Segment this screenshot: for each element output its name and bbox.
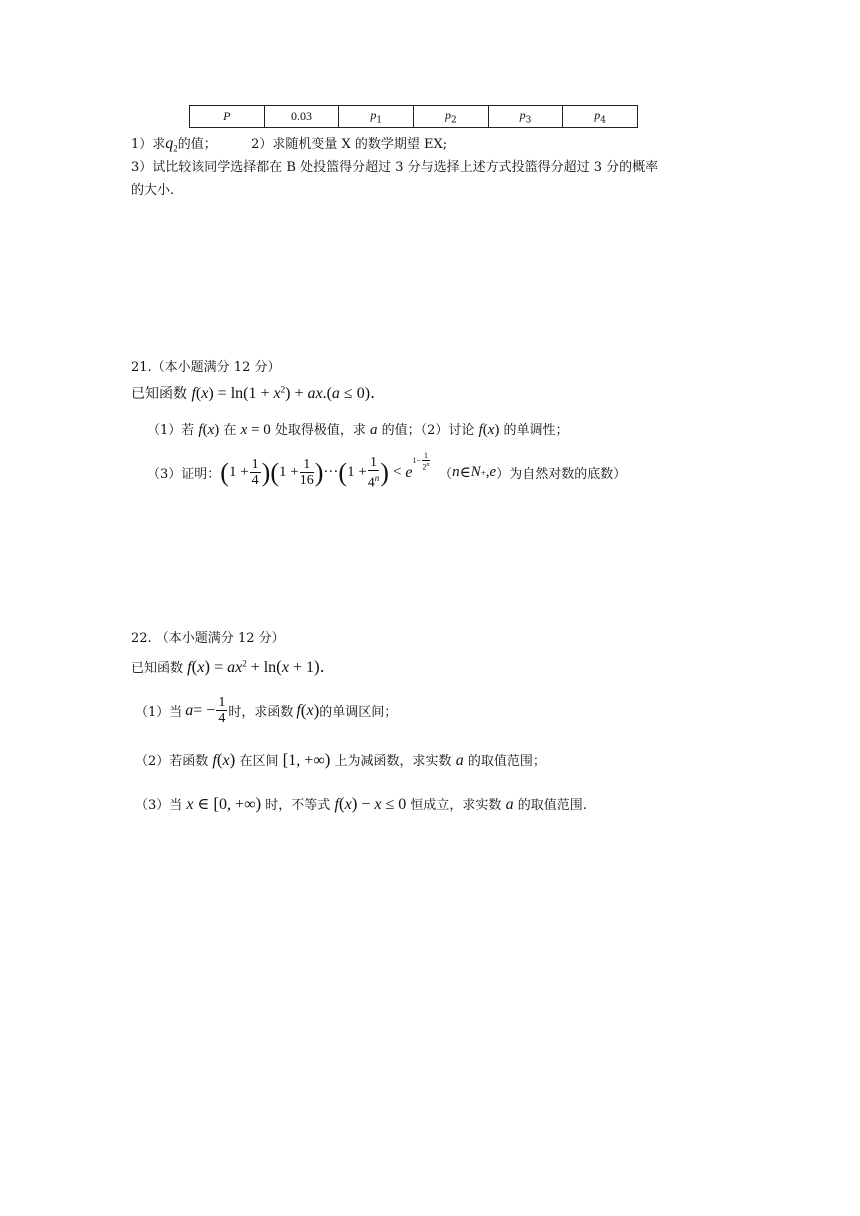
table-cell: $p_2$ [414, 106, 489, 128]
probability-table [189, 105, 638, 128]
q20-part-3: 3）试比较该同学选择都在 B 处投篮得分超过 3 分与选择上述方式投篮得分超过 3 分的概率 [131, 160, 659, 175]
table-cell: 0.03 [264, 106, 339, 128]
table-cell: $p_3$ [488, 106, 563, 128]
q22-part-1: （1）当 a = − $\frac{1}{4}$ 时，求函数 f ( x ) 的单调区间； [135, 695, 398, 726]
q21-title: 21.（本小题满分 12 分） [131, 360, 281, 375]
q21-parts-1-2: （1）若 f(x) 在 x = 0 处取得极值，求 a 的值；（2）讨论 f(x) 的单调性； [147, 422, 569, 438]
q22-part-2: （2）若函数 f(x) 在区间 [1, +∞) 上为减函数，求实数 a 的取值范围； [135, 750, 546, 769]
table-row [190, 106, 638, 128]
q21-stem: 已知函数 $f(x) = \ln(1 + x^2) + ax.(a \le 0)$. [131, 383, 376, 402]
q21-part-3: （3）证明： ( 1 + $\frac{1}{4}$ )( 1 + $\frac{1}{16}$ ) ··· ( 1 + $\frac{1}{4^n}$ ) < e 1− $\frac{1}{2^n}$ （ n ∈ N + , e ）为自然对数的底数） [147, 450, 627, 491]
q22-part-3: （3）当 x ∈ [0, +∞) 时，不等式 f(x) − x ≤ 0 恒成立，求实数 a 的取值范围. [135, 794, 587, 813]
q22-title: 22. （本小题满分 12 分） [131, 631, 285, 646]
q20-parts-1-2: 1）求$q_2$的值； 2）求随机变量 X 的数学期望 EX; [131, 135, 448, 154]
q22-stem: 已知函数 $f(x) = ax^2 + \ln(x + 1)$. [131, 657, 325, 676]
table-cell: $p_1$ [339, 106, 414, 128]
table-header-cell: P [190, 106, 265, 128]
table-cell: $p_4$ [563, 106, 638, 128]
q20-part-3-cont: 的大小. [131, 183, 175, 198]
